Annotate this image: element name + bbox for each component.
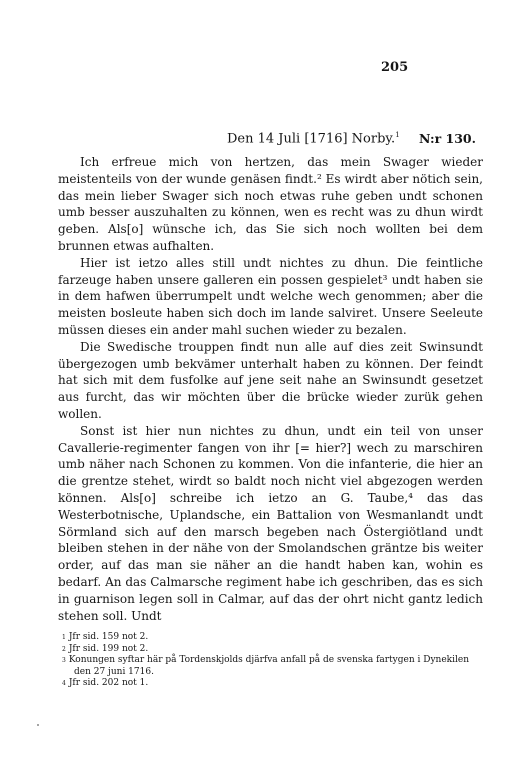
footnote <box>62 644 482 656</box>
footnote-text: Jfr sid. 202 not 1. <box>68 678 149 689</box>
letter-number: N:r 130. <box>419 131 476 146</box>
footnote-mark: 2 <box>62 645 66 653</box>
footnote <box>62 655 482 678</box>
footnote-text: Jfr sid. 199 not 2. <box>68 643 149 654</box>
footnote-text: Jfr sid. 159 not 2. <box>68 632 149 642</box>
dateline-footnote-mark: 1 <box>395 131 400 139</box>
footnote-mark: 3 <box>62 657 66 665</box>
footnote-text: Konungen syftar här på Tordenskjolds djärfva anfall på de svenska fartygen i Dynekilen den 27 juni 1716. <box>68 655 470 677</box>
paragraph: Hier ist ietzo alles still undt nichtes zu dhun. Die feintliche farzeuge haben unsere galleren ein possen gespielet³ undt haben sie in dem hafwen überrumpelt undt welche wech genommen; aber die meisten bosleute haben sich doch im lande salviret. Unsere Seeleute müssen dieses ein ander mahl suchen wieder zu bezalen. <box>58 255 483 337</box>
paragraph: Sonst ist hier nun nichtes zu dhun, undt ein teil von unser Cavallerie-regimenter fangen von ihr [= hier?] wech zu marschiren umb näher nach Schonen zu kommen. Von die infanterie, die hier an die grentze stehet, wirdt so baldt noch nicht viel abgezogen werden können. Als[o] schreibe ich ietzo an G. Taube,⁴ das das Westerbotnische, Uplandsche, ein Battalion von Wesmanlandt undt Sörmland sich auf den marsch begeben nach Östergiötland undt bleiben stehen in der nähe von der Smolandschen gräntze bis weiter order, auf das man sie näher an die handt haben kan, wohin es bedarf. An das Calmarsche regiment habe ich geschriben, das es sich in guarnison legen soll in Calmar, auf das der ohrt nicht gantz ledich stehen soll. Undt <box>58 423 483 623</box>
footnote-mark: 4 <box>62 680 66 688</box>
footnotes <box>62 632 482 690</box>
letter-dateline <box>227 131 400 146</box>
dateline-text: Den 14 Juli [1716] Norby. <box>227 131 396 147</box>
paragraph: Die Swedische trouppen findt nun alle auf dies zeit Swinsundt übergezogen umb bekvämer unterhalt haben zu können. Der feindt hat sich mit dem fusfolke auf jene seit nahe an Swinsundt gesetzet aus furcht, das wir möchten über die brücke wieder zurük gehen wollen. <box>58 339 483 421</box>
footnote <box>62 678 482 690</box>
page-number: 205 <box>381 60 409 75</box>
letter-body <box>58 154 483 624</box>
footnote-mark: 1 <box>62 634 66 641</box>
paper-speck <box>37 724 39 726</box>
paragraph: Ich erfreue mich von hertzen, das mein Swager wieder meistenteils von der wunde genäsen findt.² Es wirdt aber nötich sein, das mein lieber Swager sich noch etwas ruhe geben undt schonen umb besser auszuhalten zu können, wen es recht was zu dhun wirdt geben. Als[o] wünsche ich, das Sie sich noch wollten bei dem brunnen etwas aufhalten. <box>58 155 483 253</box>
footnote <box>62 632 482 644</box>
